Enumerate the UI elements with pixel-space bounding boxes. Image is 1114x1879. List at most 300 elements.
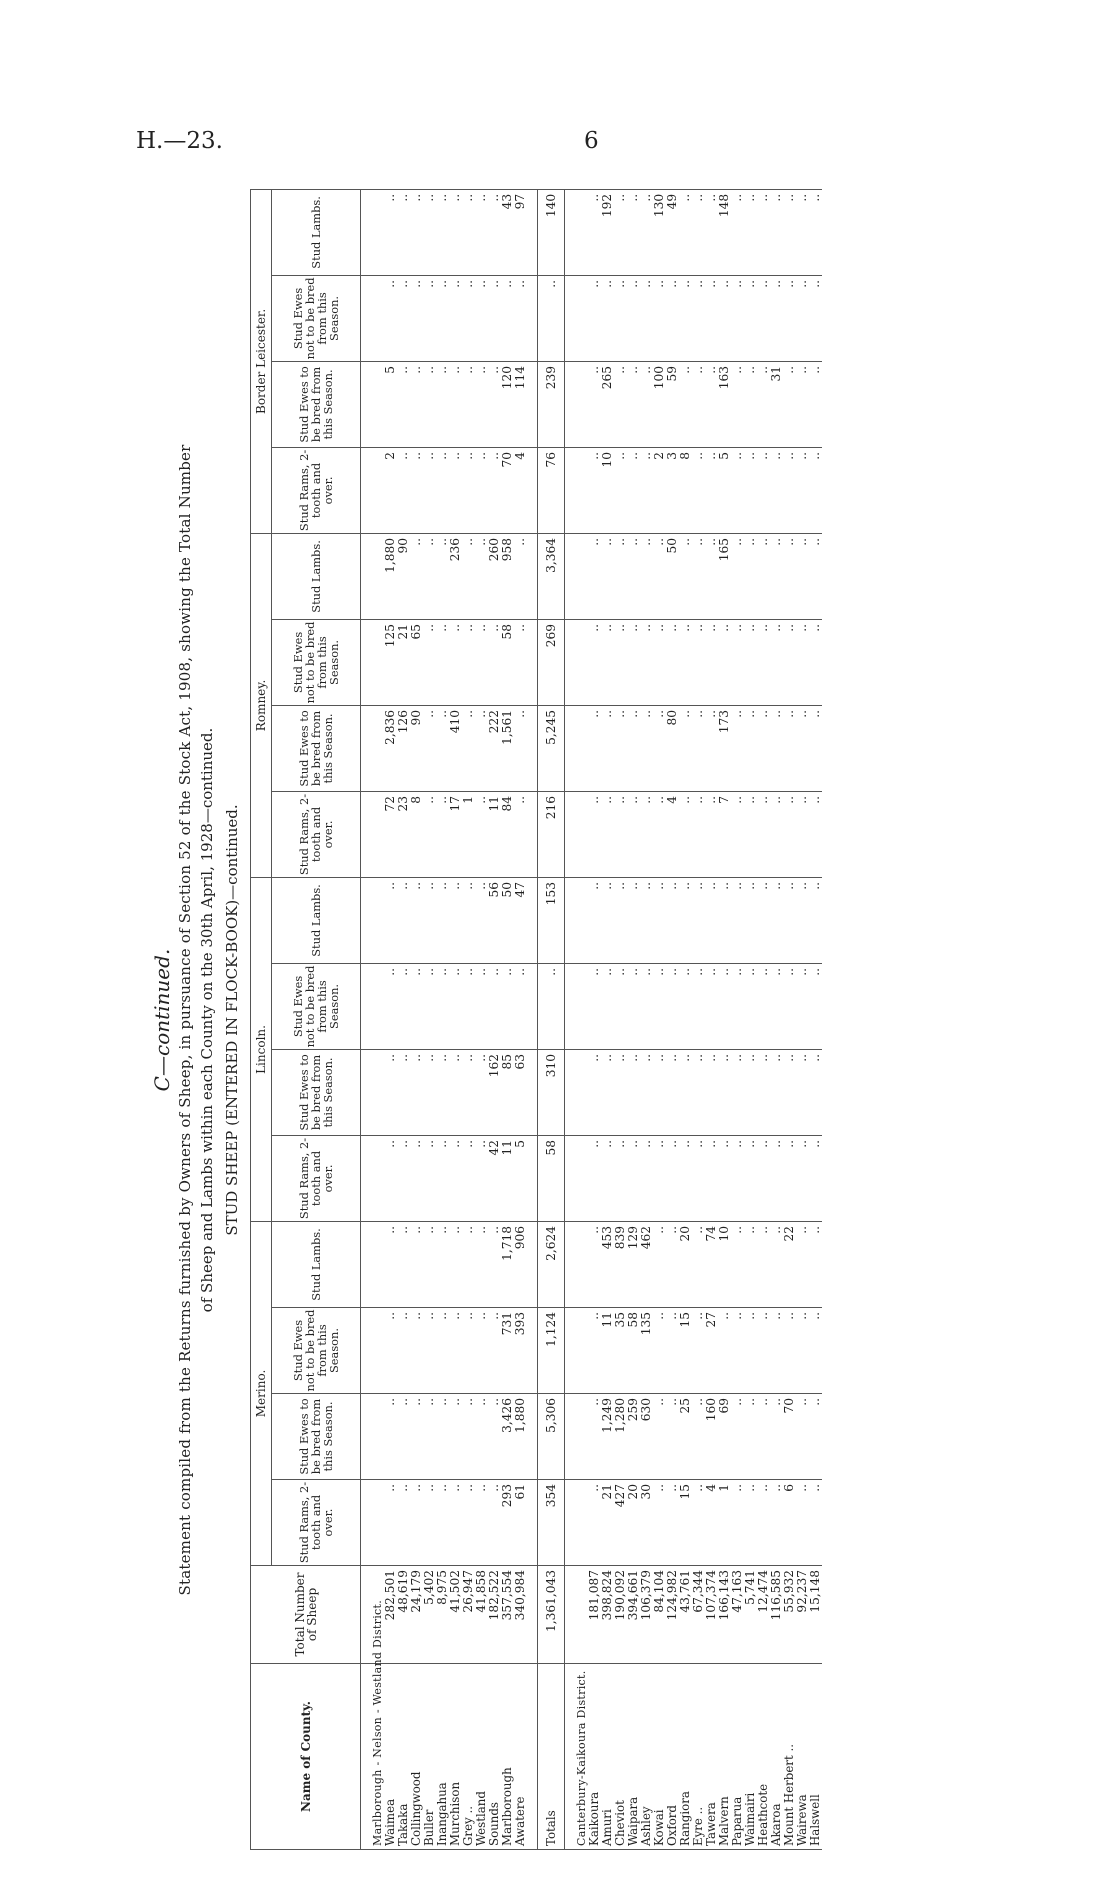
stud-count: .. [718, 1308, 731, 1394]
county-name: Eyre .. [692, 1664, 705, 1850]
stud-count: .. [796, 1480, 809, 1566]
stud-count: .. [705, 877, 718, 963]
county-name: Inangahua [436, 1664, 449, 1850]
stud-count: .. [679, 705, 692, 791]
stud-count: .. [449, 1480, 462, 1566]
stud-count: .. [462, 1221, 475, 1307]
empty-cell [371, 447, 384, 533]
total-sheep: 5,741 [744, 1566, 757, 1664]
stud-count: .. [705, 361, 718, 447]
stud-count: 236 [449, 533, 462, 619]
stud-count: .. [462, 447, 475, 533]
stud-count: .. [397, 1394, 410, 1480]
stud-count: .. [718, 619, 731, 705]
county-name: Murchison [449, 1664, 462, 1850]
stud-count: .. [384, 1049, 397, 1135]
stud-count: 20 [627, 1480, 640, 1566]
stud-count: .. [488, 963, 501, 1049]
stud-count: .. [640, 275, 653, 361]
stud-count: .. [809, 1221, 822, 1307]
stud-count: .. [692, 533, 705, 619]
empty-cell [575, 447, 588, 533]
stud-count: .. [462, 1049, 475, 1135]
stud-count: 4 [514, 447, 527, 533]
stud-count: .. [757, 963, 770, 1049]
stud-count: .. [653, 1394, 666, 1480]
empty-cell [527, 189, 538, 275]
stud-count: .. [588, 1394, 601, 1480]
empty-cell [527, 361, 538, 447]
stud-count: .. [601, 963, 614, 1049]
empty-cell [361, 1566, 372, 1664]
county-name: Paparua [731, 1664, 744, 1850]
stud-count: .. [475, 791, 488, 877]
stud-count: .. [588, 705, 601, 791]
stud-count: .. [653, 1049, 666, 1135]
stud-count: 35 [614, 1308, 627, 1394]
county-name: Marlborough [501, 1664, 514, 1850]
county-name: Kowai [653, 1664, 666, 1850]
stud-count: .. [796, 791, 809, 877]
stud-count: .. [718, 877, 731, 963]
totals-count: .. [538, 963, 565, 1049]
stud-count: .. [601, 705, 614, 791]
stud-count: .. [770, 963, 783, 1049]
stud-count: .. [731, 1221, 744, 1307]
stud-count: 958 [501, 533, 514, 619]
empty-cell [527, 705, 538, 791]
stud-count: .. [410, 533, 423, 619]
stud-count: .. [410, 1135, 423, 1221]
empty-cell [361, 1135, 372, 1221]
stud-count: .. [692, 1480, 705, 1566]
stud-count: .. [666, 1394, 679, 1480]
stud-count: .. [757, 275, 770, 361]
stud-count: 125 [384, 619, 397, 705]
stud-count: .. [692, 189, 705, 275]
stud-count: .. [423, 619, 436, 705]
stud-count: 8 [410, 791, 423, 877]
stud-count: .. [384, 1394, 397, 1480]
stud-count: .. [783, 619, 796, 705]
totals-count: 3,364 [538, 533, 565, 619]
stud-count: .. [770, 791, 783, 877]
statement-title-line-2: of Sheep and Lambs within each County on the 30th April, 1928—continued. [198, 727, 216, 1313]
stud-count: 120 [501, 361, 514, 447]
empty-cell [575, 189, 588, 275]
total-sheep: 12,474 [757, 1566, 770, 1664]
empty-cell [575, 275, 588, 361]
stud-count: .. [462, 1308, 475, 1394]
empty-cell [565, 791, 576, 877]
stud-count: 10 [601, 447, 614, 533]
stud-count: .. [757, 791, 770, 877]
empty-cell [361, 1049, 372, 1135]
subcolumn-header: Stud Rams, 2-tooth and over. [272, 447, 361, 533]
stud-count: .. [588, 877, 601, 963]
stud-count: 59 [666, 361, 679, 447]
empty-cell [527, 1135, 538, 1221]
empty-cell [575, 791, 588, 877]
empty-cell [575, 361, 588, 447]
stud-count: .. [679, 1049, 692, 1135]
stud-count: .. [809, 447, 822, 533]
stud-count: .. [449, 619, 462, 705]
stud-count: .. [436, 1221, 449, 1307]
empty-cell [575, 1049, 588, 1135]
stud-count: .. [475, 1308, 488, 1394]
stud-count: 165 [718, 533, 731, 619]
stud-count: 162 [488, 1049, 501, 1135]
stud-count: 69 [718, 1394, 731, 1480]
empty-cell [527, 447, 538, 533]
stud-count: 4 [666, 791, 679, 877]
stud-count: .. [436, 361, 449, 447]
stud-count: .. [449, 447, 462, 533]
stud-count: 70 [501, 447, 514, 533]
stud-count: .. [423, 1480, 436, 1566]
stud-count: .. [488, 1480, 501, 1566]
stud-count: .. [627, 275, 640, 361]
subcolumn-header: Stud Lambs. [272, 877, 361, 963]
totals-count: 239 [538, 361, 565, 447]
stud-count: .. [423, 533, 436, 619]
empty-cell [361, 619, 372, 705]
stud-count: .. [783, 447, 796, 533]
stud-count: .. [462, 1135, 475, 1221]
stud-count: .. [705, 447, 718, 533]
table-header [251, 189, 361, 1849]
stud-count: 260 [488, 533, 501, 619]
stud-count: .. [744, 1480, 757, 1566]
stud-count: .. [384, 275, 397, 361]
stud-count: 2,836 [384, 705, 397, 791]
stud-count: .. [514, 275, 527, 361]
stud-count: .. [744, 189, 757, 275]
stud-count: .. [783, 877, 796, 963]
district-name: Canterbury-Kaikoura District. [575, 1664, 588, 1850]
stud-count: 90 [410, 705, 423, 791]
totals-count: 76 [538, 447, 565, 533]
stud-count: .. [488, 275, 501, 361]
county-name: Akaroa [770, 1664, 783, 1850]
stud-count: .. [757, 1480, 770, 1566]
empty-cell [575, 1308, 588, 1394]
stud-count: .. [410, 1049, 423, 1135]
stud-count: .. [614, 189, 627, 275]
stud-count: .. [666, 619, 679, 705]
stud-count: .. [614, 361, 627, 447]
county-name: Tawera [705, 1664, 718, 1850]
stud-count: 84 [501, 791, 514, 877]
stud-count: .. [744, 533, 757, 619]
stud-count: .. [588, 1049, 601, 1135]
stud-count: .. [475, 705, 488, 791]
stud-count: 30 [640, 1480, 653, 1566]
stud-count: .. [718, 1049, 731, 1135]
stud-sheep-subtitle: STUD SHEEP (ENTERED IN FLOCK-BOOK)—continued. [223, 804, 241, 1236]
stud-count: .. [601, 791, 614, 877]
stud-count: .. [588, 1308, 601, 1394]
empty-cell [575, 705, 588, 791]
stud-count: 7 [718, 791, 731, 877]
stud-count: 453 [601, 1221, 614, 1307]
stud-count: 5 [384, 361, 397, 447]
stud-count: .. [679, 791, 692, 877]
stud-count: .. [705, 1135, 718, 1221]
empty-cell [575, 1480, 588, 1566]
stud-count: .. [809, 361, 822, 447]
empty-cell [565, 619, 576, 705]
stud-count: 3 [666, 447, 679, 533]
totals-count: 269 [538, 619, 565, 705]
subcolumn-header: Stud Ewes to be bred from this Season. [272, 705, 361, 791]
stud-count: .. [757, 533, 770, 619]
stud-count: .. [436, 1135, 449, 1221]
stud-count: 61 [514, 1480, 527, 1566]
stud-count: .. [475, 1394, 488, 1480]
stud-count: .. [449, 1394, 462, 1480]
stud-count: 1 [462, 791, 475, 877]
table-row [809, 189, 822, 1849]
stud-count: .. [666, 877, 679, 963]
stud-count: .. [679, 877, 692, 963]
stud-count: .. [640, 533, 653, 619]
page-header [136, 128, 599, 158]
stud-count: 11 [601, 1308, 614, 1394]
stud-count: .. [410, 1394, 423, 1480]
spacer-row [361, 189, 372, 1849]
stud-count: .. [627, 447, 640, 533]
stud-count: .. [731, 275, 744, 361]
stud-count: .. [770, 1394, 783, 1480]
totals-count: 153 [538, 877, 565, 963]
stud-count: 427 [614, 1480, 627, 1566]
stud-count: .. [397, 189, 410, 275]
stud-count: .. [692, 877, 705, 963]
stud-count: .. [692, 963, 705, 1049]
stud-count: .. [796, 533, 809, 619]
stud-count: .. [475, 447, 488, 533]
stud-count: .. [601, 275, 614, 361]
stud-count: .. [744, 1394, 757, 1480]
stud-count: 130 [653, 189, 666, 275]
stud-count: 21 [601, 1480, 614, 1566]
stud-count: 222 [488, 705, 501, 791]
stud-count: .. [731, 705, 744, 791]
stud-count: .. [627, 361, 640, 447]
county-name: Sounds [488, 1664, 501, 1850]
stud-count: .. [614, 533, 627, 619]
stud-count: .. [488, 361, 501, 447]
stud-count: .. [757, 705, 770, 791]
totals-total: 1,361,043 [538, 1566, 565, 1664]
stud-count: .. [384, 1480, 397, 1566]
subcolumn-header: Stud Lambs. [272, 1221, 361, 1307]
empty-cell [361, 275, 372, 361]
total-sheep: 181,087 [588, 1566, 601, 1664]
stud-count: .. [679, 963, 692, 1049]
stud-count: .. [397, 275, 410, 361]
stud-count: .. [397, 1221, 410, 1307]
stud-count: .. [770, 1308, 783, 1394]
stud-count: .. [731, 189, 744, 275]
stud-count: 20 [679, 1221, 692, 1307]
stud-count: .. [640, 447, 653, 533]
empty-cell [527, 963, 538, 1049]
rotated-page-content [150, 190, 1114, 1850]
empty-cell [565, 189, 576, 275]
stud-count: .. [397, 1135, 410, 1221]
stud-count: .. [692, 791, 705, 877]
stud-count: 63 [514, 1049, 527, 1135]
stud-count: .. [423, 1135, 436, 1221]
stud-count: .. [423, 705, 436, 791]
stud-count: 43 [501, 189, 514, 275]
empty-cell [575, 619, 588, 705]
stud-count: 27 [705, 1308, 718, 1394]
stud-count: 1,249 [601, 1394, 614, 1480]
total-sheep: 26,947 [462, 1566, 475, 1664]
subcolumn-header: Stud Ewes not to be bred from this Season. [272, 619, 361, 705]
section-title: C—continued. [150, 948, 174, 1092]
total-sheep: 41,502 [449, 1566, 462, 1664]
stud-count: .. [705, 705, 718, 791]
empty-cell [565, 705, 576, 791]
stud-count: .. [475, 275, 488, 361]
empty-cell [565, 877, 576, 963]
stud-count: 410 [449, 705, 462, 791]
stud-count: .. [410, 963, 423, 1049]
stud-count: .. [731, 1480, 744, 1566]
stud-count: .. [731, 877, 744, 963]
stud-count: .. [692, 619, 705, 705]
empty-cell [527, 791, 538, 877]
stud-count: .. [410, 361, 423, 447]
stud-count: .. [666, 1135, 679, 1221]
stud-count: .. [731, 361, 744, 447]
stud-count: .. [757, 1221, 770, 1307]
stud-count: 5 [718, 447, 731, 533]
stud-count: 21 [397, 619, 410, 705]
total-sheep: 84,104 [653, 1566, 666, 1664]
stud-count: .. [627, 189, 640, 275]
stud-count: .. [640, 1049, 653, 1135]
stud-count: .. [770, 447, 783, 533]
stud-count: .. [744, 619, 757, 705]
stud-count: .. [614, 791, 627, 877]
stud-count: .. [757, 1135, 770, 1221]
stud-count: .. [475, 1135, 488, 1221]
stud-count: .. [796, 1049, 809, 1135]
stud-count: .. [436, 533, 449, 619]
county-name: Grey .. [462, 1664, 475, 1850]
total-sheep: 5,402 [423, 1566, 436, 1664]
county-name: Buller [423, 1664, 436, 1850]
stud-count: .. [514, 619, 527, 705]
stud-count: .. [462, 963, 475, 1049]
stud-count: .. [809, 619, 822, 705]
stud-count: 8 [679, 447, 692, 533]
stud-count: .. [488, 619, 501, 705]
total-sheep: 107,374 [705, 1566, 718, 1664]
empty-cell [361, 533, 372, 619]
stud-count: .. [397, 1308, 410, 1394]
stud-count: 10 [718, 1221, 731, 1307]
stud-count: .. [475, 533, 488, 619]
spacer-row [527, 189, 538, 1849]
stud-count: .. [449, 1221, 462, 1307]
empty-cell [361, 1394, 372, 1480]
totals-count: 5,245 [538, 705, 565, 791]
stud-count: .. [588, 619, 601, 705]
stud-count: .. [705, 619, 718, 705]
stud-count: .. [384, 1221, 397, 1307]
total-sheep: 41,858 [475, 1566, 488, 1664]
stud-count: 2 [653, 447, 666, 533]
stud-count: 160 [705, 1394, 718, 1480]
empty-cell [361, 1221, 372, 1307]
stud-count: .. [384, 877, 397, 963]
stud-count: .. [783, 189, 796, 275]
empty-cell [565, 1394, 576, 1480]
stud-count: .. [640, 1135, 653, 1221]
stud-count: .. [462, 533, 475, 619]
empty-cell [565, 275, 576, 361]
county-name: Heathcote [757, 1664, 770, 1850]
stud-count: .. [627, 705, 640, 791]
stud-count: .. [744, 877, 757, 963]
stud-count: .. [397, 1049, 410, 1135]
stud-count: .. [653, 533, 666, 619]
stud-count: .. [757, 1049, 770, 1135]
stud-count: .. [588, 791, 601, 877]
stud-count: .. [744, 1221, 757, 1307]
total-sheep: 24,179 [410, 1566, 423, 1664]
stud-count: .. [449, 963, 462, 1049]
stud-count: .. [809, 189, 822, 275]
stud-count: .. [744, 361, 757, 447]
empty-cell [575, 1135, 588, 1221]
stud-count: .. [475, 963, 488, 1049]
stud-count: .. [436, 705, 449, 791]
empty-cell [527, 533, 538, 619]
empty-cell [565, 1480, 576, 1566]
stud-count: .. [397, 1480, 410, 1566]
empty-cell [371, 877, 384, 963]
stud-count: .. [436, 791, 449, 877]
stud-count: .. [462, 705, 475, 791]
empty-cell [565, 1049, 576, 1135]
stud-count: .. [410, 1308, 423, 1394]
breed-header: Lincoln. [251, 877, 272, 1221]
stud-count: 70 [783, 1394, 796, 1480]
empty-cell [361, 189, 372, 275]
county-name: Cheviot [614, 1664, 627, 1850]
stud-count: .. [770, 877, 783, 963]
stud-count: .. [653, 1480, 666, 1566]
stud-count: .. [692, 705, 705, 791]
stud-count: .. [436, 877, 449, 963]
stud-count: .. [423, 877, 436, 963]
subcolumn-header: Stud Rams, 2-tooth and over. [272, 1480, 361, 1566]
stud-count: .. [449, 275, 462, 361]
stud-count: .. [744, 1135, 757, 1221]
empty-cell [371, 1135, 384, 1221]
total-sheep: 182,522 [488, 1566, 501, 1664]
stud-count: .. [705, 791, 718, 877]
stud-count: .. [588, 1221, 601, 1307]
